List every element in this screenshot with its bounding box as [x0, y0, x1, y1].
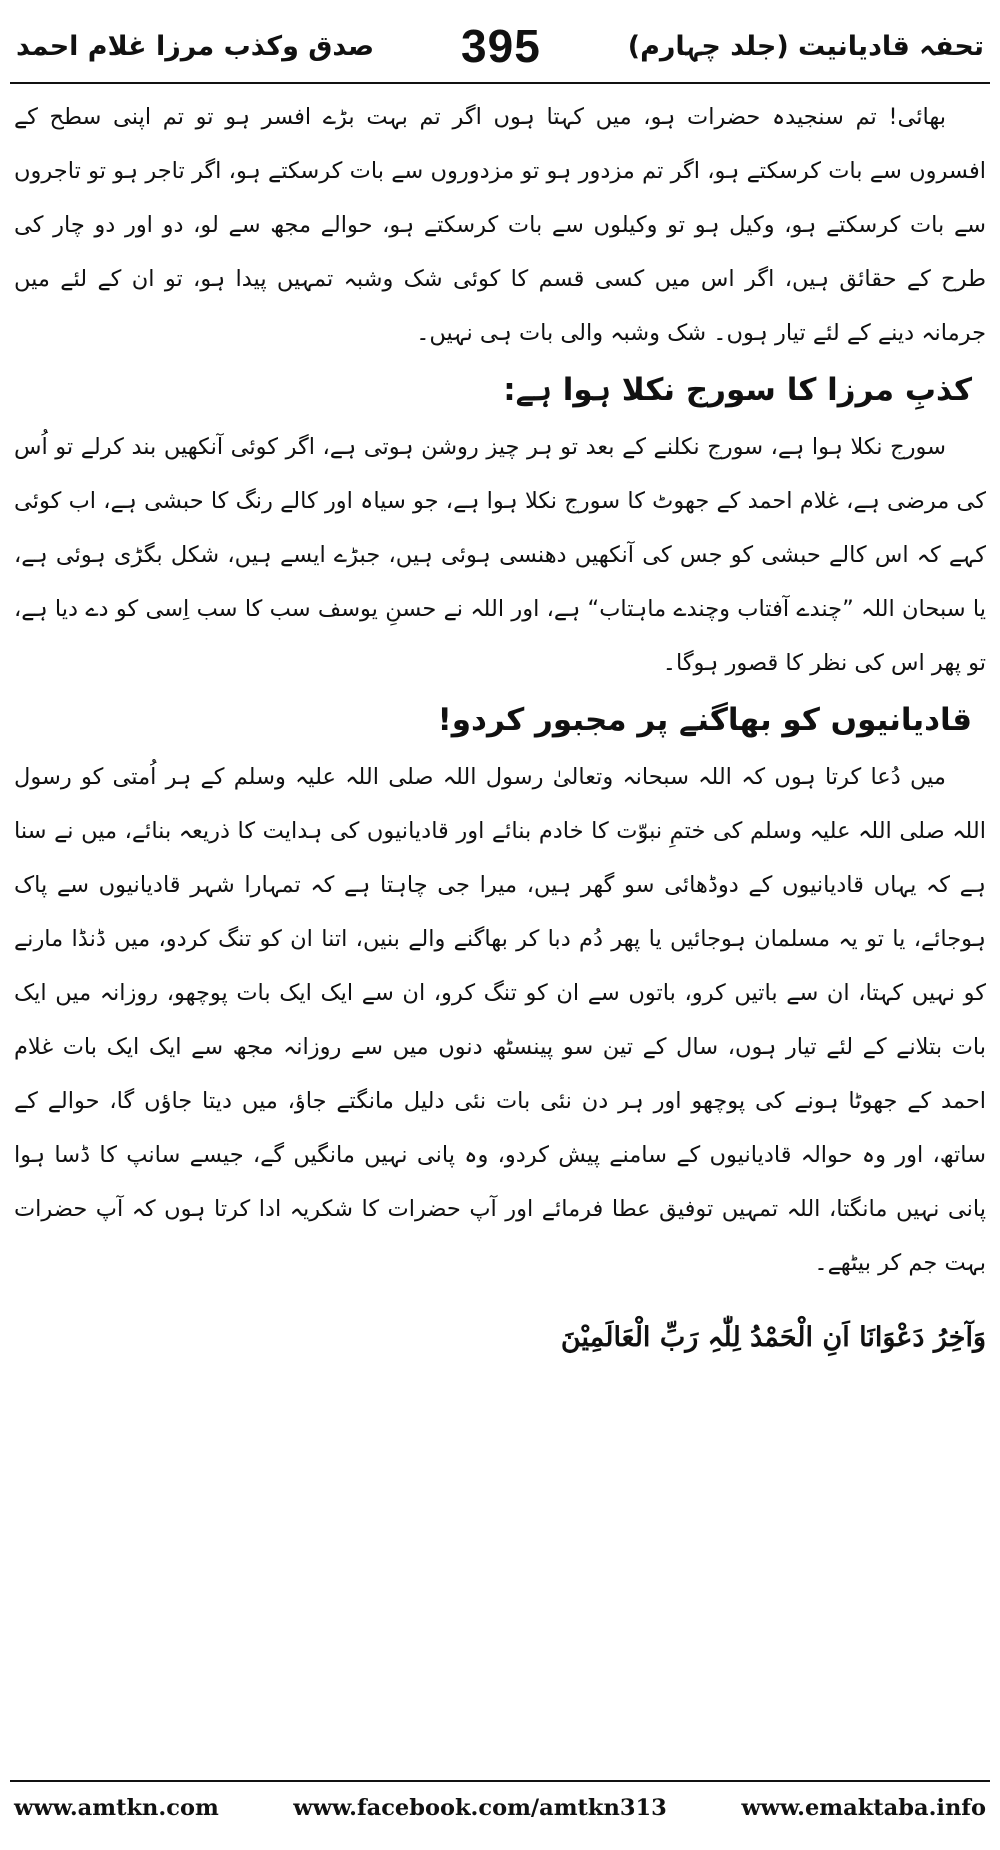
paragraph-2: سورج نکلا ہوا ہے، سورج نکلنے کے بعد تو ہر چیز روشن ہوتی ہے، اگر کوئی آنکھیں بند کرلے تو اُس کی مرضی ہے، غلام احمد کے جھوٹ کا سورج نکلا ہوا ہے، جو سیاہ اور کالے رنگ کا حبشی ہے، اب کوئی کہے کہ اس کالے حبشی کو جس کی آنکھیں دھنسی ہوئی ہیں، جبڑے ایسے ہیں، شکل بگڑی ہوئی ہے، یا سبحان اللہ ”چندے آفتاب وچندے ماہتاب“ ہے، اور اللہ نے حسنِ یوسف سب کا سب اِسی کو دے دیا ہے، تو پھر اس کی نظر کا قصور ہوگا۔ [14, 434, 986, 676]
header-rule [10, 82, 990, 84]
page-header [10, 10, 990, 82]
heading-sun-of-lies: کذبِ مرزا کا سورج نکلا ہوا ہے: [503, 372, 972, 408]
book-title: تحفہ قادیانیت (جلد چہارم) [627, 30, 984, 62]
footer-link-facebook[interactable]: www.facebook.com/amtkn313 [293, 1795, 667, 1821]
paragraph-1: بھائی! تم سنجیدہ حضرات ہو، میں کہتا ہوں اگر تم بہت بڑے افسر ہو تو تم اپنی سطح کے افسروں سے بات کرسکتے ہو، اگر تم مزدور ہو تو مزدوروں سے بات کرسکتے ہو، اگر تاجر ہو تو تاجروں سے بات کرسکتے ہو، وکیل ہو تو وکیلوں سے بات کرسکتے ہو، حوالے مجھ سے لو، دو اور دو چار کی طرح کے حقائق ہیں، اگر اس میں کسی قسم کا کوئی شک وشبہ تمہیں پیدا ہو، تو ان کے لئے میں جرمانہ دینے کے لئے تیار ہوں۔ شک وشبہ والی بات ہی نہیں۔ [14, 104, 986, 346]
book-page [10, 10, 990, 1840]
chapter-title: صدق وکذب مرزا غلام احمد [16, 30, 375, 62]
footer-link-amtkn[interactable]: www.amtkn.com [14, 1795, 219, 1821]
page-body [10, 90, 990, 1370]
heading-make-them-flee: قادیانیوں کو بھاگنے پر مجبور کردو! [437, 702, 972, 738]
closing-dua: وَآخِرُ دَعْوَانَا اَنِ الْحَمْدُ لِلّٰہِ رَبِّ الْعَالَمِیْنَ [560, 1322, 986, 1353]
paragraph-3: میں دُعا کرتا ہوں کہ اللہ سبحانہ وتعالیٰ رسول اللہ صلی اللہ علیہ وسلم کے ہر اُمتی کو رسول اللہ صلی اللہ علیہ وسلم کی ختمِ نبوّت کا خادم بنائے اور قادیانیوں کی ہدایت کا ذریعہ بنائے، میں نے سنا ہے کہ یہاں قادیانیوں کے دوڈھائی سو گھر ہیں، میرا جی چاہتا ہے کہ تمہارا شہر قادیانیوں سے پاک ہوجائے، یا تو یہ مسلمان ہوجائیں یا پھر دُم دبا کر بھاگنے والے بنیں، اتنا ان کو تنگ کردو، میں ڈنڈا مارنے کو نہیں کہتا، ان سے باتیں کرو، باتوں سے ان کو تنگ کرو، ان سے ایک ایک بات پوچھو، روزانہ میں ایک بات بتلانے کے لئے تیار ہوں، سال کے تین سو پینسٹھ دنوں میں سے روزانہ مجھ سے ایک ایک بات غلام احمد کے جھوٹا ہونے کی پوچھو اور ہر دن نئی بات نئی دلیل مانگتے جاؤ، میں دیتا جاؤں گا، حوالے کے ساتھ، اور وہ حوالہ قادیانیوں کے سامنے پیش کردو، وہ پانی نہیں مانگیں گے، جیسے سانپ کا ڈسا ہوا پانی نہیں مانگتا، اللہ تمہیں توفیق عطا فرمائے اور آپ حضرات کا شکریہ ادا کرتا ہوں کہ آپ حضرات بہت جم کر بیٹھے۔ [14, 764, 986, 1276]
page-footer [10, 1780, 990, 1834]
page-number: 395 [461, 20, 541, 72]
footer-link-emaktaba[interactable]: www.emaktaba.info [741, 1795, 986, 1821]
